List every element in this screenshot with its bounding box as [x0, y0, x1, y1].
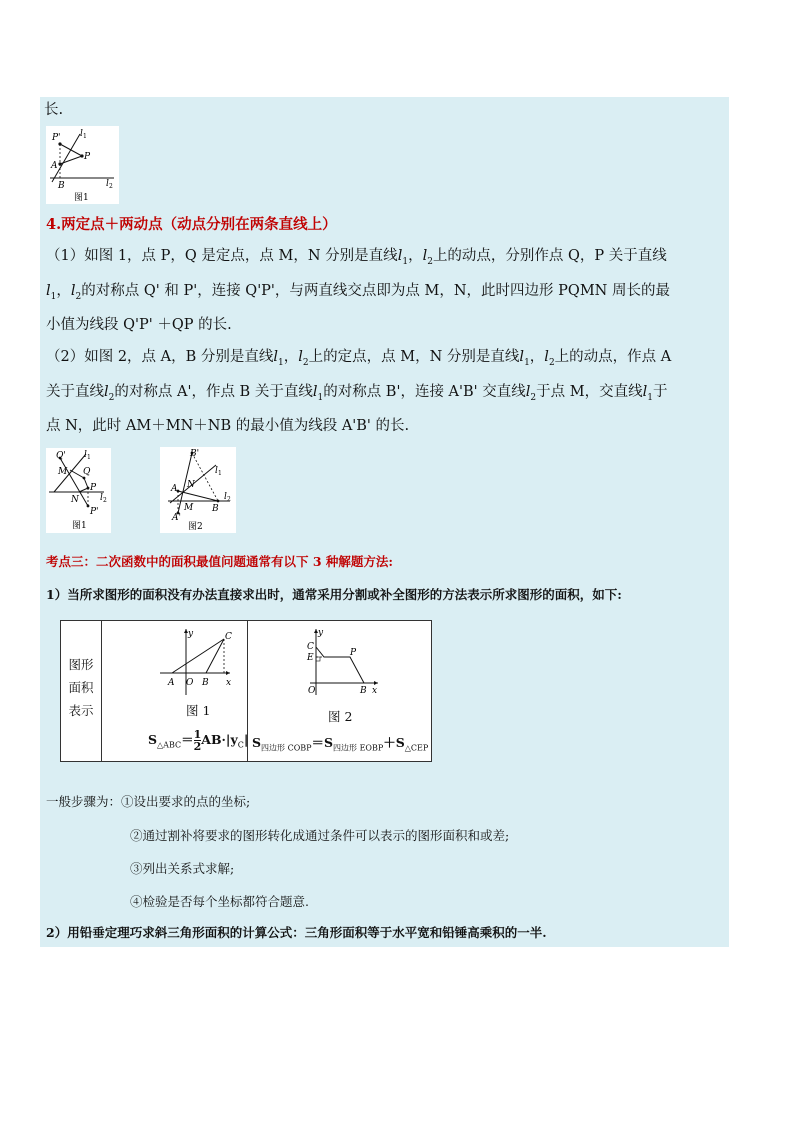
- section4-p1-line2: [46, 281, 670, 307]
- label-p: P: [90, 483, 97, 493]
- label-l2-sub: 2: [103, 497, 107, 504]
- label-l2-sub: 2: [227, 496, 231, 503]
- sub: 2: [302, 357, 309, 368]
- label-l2-sub: 2: [109, 183, 113, 190]
- label-a-prime: A': [172, 513, 181, 523]
- label-p-prime: P': [52, 133, 61, 143]
- figure-section4-1-caption: 图1: [72, 521, 87, 531]
- l-symbol: l: [273, 349, 279, 365]
- figure-top: [46, 126, 119, 204]
- section4-p2-line3: 点 N，此时 AM＋MN＋NB 的最小值为线段 A'B' 的长.: [46, 418, 410, 434]
- text-span: （2）如图 2，点 A，B 分别是直线: [46, 349, 274, 365]
- formula-part: ＝: [181, 732, 194, 747]
- l-symbol: l: [525, 384, 531, 400]
- section4-title: 4.两定点＋两动点（动点分别在两条直线上）: [46, 216, 337, 233]
- sub: 1: [50, 291, 57, 302]
- label-q: Q: [83, 467, 91, 477]
- formula-part: |: [243, 732, 249, 747]
- figure-section4-1: [46, 448, 111, 533]
- text-span: 的对称点 A'，作点 B 关于直线: [114, 384, 313, 400]
- sub: 2: [548, 357, 555, 368]
- graph-fig2: [304, 627, 380, 697]
- l-symbol: l: [544, 349, 549, 365]
- sub: 1: [402, 256, 409, 267]
- sub: 2: [530, 392, 537, 403]
- figure-section4-1-diagram: [46, 448, 111, 533]
- formula-sub: 四边形 COBP: [261, 743, 312, 753]
- axis-y-label: y: [318, 628, 324, 638]
- section4-p1-line1: [46, 246, 667, 272]
- comma: ，: [408, 248, 423, 264]
- l-symbol: l: [519, 349, 525, 365]
- label-l1-sub: 1: [83, 133, 87, 140]
- sub: 1: [524, 357, 530, 368]
- formula-part: S: [148, 732, 158, 747]
- label-l2: l: [106, 179, 109, 189]
- formula-part: S: [252, 735, 262, 750]
- label-l1: l: [84, 450, 87, 460]
- step-3: ③列出关系式求解;: [130, 861, 235, 876]
- sub: 1: [317, 392, 324, 403]
- formula-part: ＋S: [383, 735, 405, 750]
- text-span: 的对称点 B'，连接 A'B' 交直线: [323, 384, 526, 400]
- figure-section4-2-diagram: [160, 447, 236, 533]
- fig1-caption: 图 1: [186, 703, 211, 718]
- label-p: P: [350, 648, 357, 658]
- figure-top-diagram: [46, 126, 119, 204]
- sub: 1: [647, 392, 653, 403]
- label-o: O: [308, 686, 316, 696]
- l-symbol: l: [312, 384, 318, 400]
- label-e: E: [307, 653, 314, 663]
- l-symbol: l: [397, 248, 403, 264]
- label-a: A: [171, 484, 178, 494]
- label-m: M: [184, 503, 194, 513]
- table-label-cell: [61, 621, 102, 762]
- comma: ，: [529, 349, 545, 365]
- sub: 2: [427, 256, 433, 267]
- label-p-prime: P': [90, 507, 99, 517]
- l-symbol: l: [298, 349, 303, 365]
- formula-sub: △CEP: [404, 743, 429, 753]
- formula-2: [252, 733, 428, 754]
- label-line: 表示: [68, 703, 94, 718]
- l-symbol: l: [422, 248, 428, 264]
- label-m: M: [58, 467, 68, 477]
- section4-p2-line2: [46, 382, 668, 408]
- text-span: （1）如图 1，点 P，Q 是定点，点 M，N 分别是直线: [46, 248, 398, 264]
- label-n: N: [71, 495, 79, 505]
- label-b-prime: B': [190, 449, 200, 459]
- comma: ，: [56, 283, 71, 299]
- step-4: ④检验是否每个坐标都符合题意.: [130, 894, 309, 909]
- l-symbol: l: [104, 384, 109, 400]
- formula-sub: C: [237, 740, 244, 750]
- label-b: B: [360, 686, 367, 696]
- text-span: 于: [653, 384, 668, 400]
- label-l1: l: [80, 129, 83, 139]
- comma: ，: [283, 349, 299, 365]
- graph-fig1: [158, 627, 234, 697]
- kaodian3-heading: 考点三：二次函数中的面积最值问题通常有以下 3 种解题方法:: [46, 554, 394, 569]
- method2-text: 2）用铅垂定理巧求斜三角形面积的计算公式：三角形面积等于水平宽和铅锤高乘积的一半.: [46, 925, 547, 940]
- text-span: 于点 M，交直线: [536, 384, 643, 400]
- axis-x-label: x: [372, 686, 378, 696]
- formula-1: [148, 729, 248, 752]
- label-b: B: [212, 504, 219, 514]
- numerator: 1: [193, 728, 202, 741]
- axis-y-label: y: [188, 629, 194, 639]
- label-b: B: [58, 181, 65, 191]
- label-l1-sub: 1: [87, 454, 91, 461]
- label-b: B: [202, 678, 209, 688]
- label-a: A: [51, 161, 58, 171]
- text-span: 的对称点 Q' 和 P'，连接 Q'P'，与两直线交点即为点 M，N，此时四边形 PQMN 周长的最: [81, 283, 670, 299]
- label-l2: l: [224, 492, 227, 502]
- label-l1-sub: 1: [218, 470, 222, 477]
- label-c: C: [225, 632, 232, 642]
- figure-section4-2: [160, 447, 236, 533]
- label-line: 面积: [68, 680, 94, 695]
- text-span: 上的定点，点 M，N 分别是直线: [308, 349, 520, 365]
- label-q-prime: Q': [56, 451, 66, 461]
- area-table: [60, 620, 432, 762]
- label-c: C: [307, 642, 314, 652]
- denominator: 2: [193, 740, 202, 753]
- section4-p1-line3: 小值为线段 Q'P' ＋QP 的长.: [46, 317, 232, 333]
- top-line: 长.: [44, 102, 64, 118]
- method1-text: 1）当所求图形的面积没有办法直接求出时，通常采用分割或补全图形的方法表示所求图形的面积，如下:: [46, 587, 622, 602]
- text-span: 关于直线: [46, 384, 104, 400]
- fig2-caption: 图 2: [328, 709, 353, 724]
- step-2: ②通过割补将要求的图形转化成通过条件可以表示的图形面积和或差;: [130, 828, 510, 843]
- sub: 2: [108, 392, 115, 403]
- steps-intro: 一般步骤为：①设出要求的点的坐标;: [46, 794, 251, 809]
- label-line: 图形: [68, 657, 94, 672]
- figure-section4-2-caption: 图2: [188, 522, 203, 532]
- formula-part: AB·|y: [201, 732, 238, 747]
- formula-part: ＝S: [311, 735, 334, 750]
- formula-sub: 四边形 EOBP: [333, 743, 384, 753]
- label-n: N: [187, 480, 195, 490]
- table-fig2-cell: [248, 621, 432, 762]
- label-a: A: [168, 678, 175, 688]
- table-fig1-cell: [102, 621, 248, 762]
- l-symbol: l: [46, 283, 51, 299]
- formula-sub: △ABC: [157, 740, 182, 750]
- l-symbol: l: [642, 384, 648, 400]
- figure-top-caption: 图1: [74, 193, 89, 203]
- label-l1: l: [215, 466, 218, 476]
- label-p: P: [84, 152, 91, 162]
- text-span: 上的动点，作点 A: [554, 349, 672, 365]
- l-symbol: l: [70, 283, 76, 299]
- sub: 1: [278, 357, 284, 368]
- axis-x-label: x: [226, 678, 232, 688]
- text-span: 上的动点，分别作点 Q，P 关于直线: [432, 248, 667, 264]
- label-l2: l: [100, 493, 103, 503]
- sub: 2: [75, 291, 82, 302]
- label-o: O: [186, 678, 194, 688]
- section4-p2-line1: [46, 347, 671, 373]
